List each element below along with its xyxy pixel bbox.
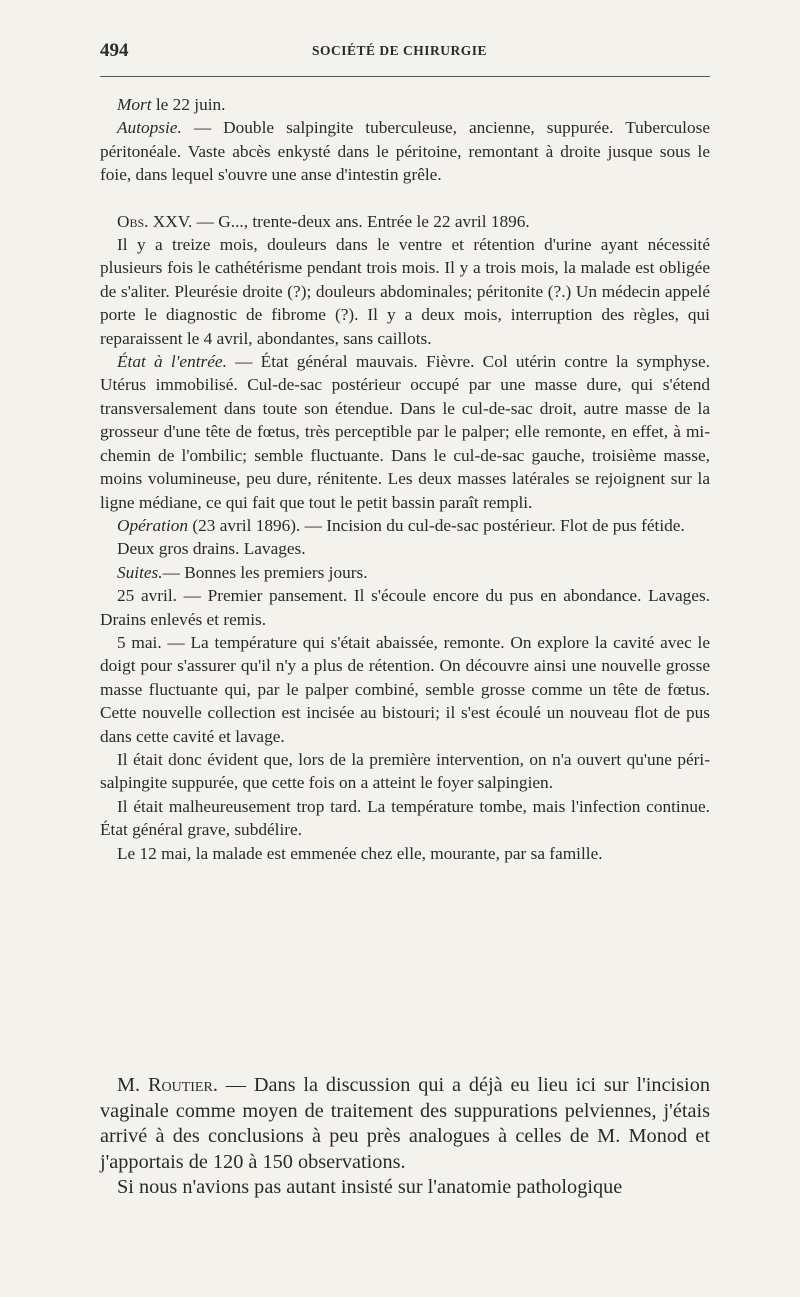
paragraph-text: — État général mauvais. Fièvre. Col utérin contre la symphyse. Utérus immobilisé. Cul-de-sac postérieur occupé par une masse dure, qui s'étend transversalement dans toute son étendue. Dans le cul-de-sac droit, autre masse de la grosseur d'une tête de fœtus, très perceptible par le palper; elle remonte, en effet, à mi-chemin de l'ombilic; semble fluctuante. Dans le cul-de-sac gauche, troisième masse, moins volumineuse, peu dure, rénitente. Les deux masses latérales se rejoignent sur la ligne médiane, ce qui fait que tout le petit bassin paraît rempli. [100, 352, 711, 512]
paragraph-lead: Mort [117, 95, 152, 114]
page-number: 494 [100, 40, 129, 61]
paragraph-text: Il était donc évident que, lors de la première intervention, on n'a ouvert qu'une péri-salpingite suppurée, que cette fois on a atteint le foyer salpingien. [100, 749, 710, 793]
paragraph-text: (23 avril 1896). — Incision du cul-de-sac postérieur. Flot de pus fétide. [188, 515, 685, 535]
paragraph-evident [100, 748, 710, 795]
case-report [100, 93, 710, 865]
paragraph-text: Le 12 mai, la malade est emmenée chez elle, mourante, par sa famille. [117, 843, 603, 863]
paragraph-text: 5 mai. — La température qui s'était abaissée, remonte. On explore la cavité avec le doigt pour s'assurer qu'il n'y a plus de rétention. On découvre ainsi une nouvelle grosse masse fluctuante qui, par le palper combiné, semble grosse comme un tête de fœtus. Cette nouvelle collection est incisée au bistouri; il s'est écoulé un nouveau flot de pus dans cette cavité et lavage. [100, 632, 710, 746]
paragraph-text: Il y a treize mois, douleurs dans le ventre et rétention d'urine ayant nécessité plusieurs fois le cathétérisme pendant trois mois. Il y a trois mois, la malade est obligée de s'aliter. Pleurésie droite (?); douleurs abdominales; péritonite (?.) Un médecin appelé porte le diagnostic de fibrome (?). Il y a deux mois, interruption des règles, qui reparaissent le 4 avril, abondantes, sans caillots. [100, 235, 710, 348]
paragraph-text: Il était malheureusement trop tard. La température tombe, mais l'infection continue. État général grave, subdélire. [100, 796, 710, 840]
paragraph-text: 25 avril. — Premier pansement. Il s'écoule encore du pus en abondance. Lavages. Drains enlevés et remis. [100, 586, 710, 629]
paragraph-too-late [100, 795, 710, 842]
paragraph-april-25 [100, 584, 710, 631]
paragraph-lead: Autopsie. [117, 118, 182, 138]
speaker-prefix: M. [117, 1074, 148, 1096]
paragraph-aftermath [100, 561, 710, 584]
page-header [100, 40, 710, 64]
discussion-paragraph [100, 1073, 710, 1175]
discussion-section [100, 1073, 710, 1201]
header-rule [100, 76, 710, 77]
discussion-paragraph [100, 1175, 710, 1201]
paragraph-history [100, 233, 710, 350]
paragraph-observation-title [100, 210, 710, 233]
paragraph-drains [100, 537, 710, 560]
paragraph-autopsy [100, 116, 710, 186]
paragraph-text: le 22 juin. [151, 95, 226, 114]
paragraph-text: — Bonnes les premiers jours. [162, 562, 368, 582]
running-head: SOCIÉTÉ DE CHIRURGIE [312, 43, 488, 58]
paragraph-lead: État à l'entrée. [117, 352, 227, 372]
speaker-name: Routier [147, 1074, 213, 1096]
observation-label: Obs. XXV. [117, 211, 193, 231]
paragraph-text: Si nous n'avions pas autant insisté sur l'anatomie pathologique [117, 1176, 623, 1198]
paragraph-text: — Double salpingite tuberculeuse, ancienne, suppurée. Tuberculose péritonéale. Vaste abcès enkysté dans le péritoine, remontant à droite jusque sous le foie, dans lequel s'ouvre une anse d'intestin grêle. [100, 118, 710, 185]
paragraph-admission-state [100, 350, 710, 514]
paragraph-text: Deux gros drains. Lavages. [117, 539, 306, 559]
paragraph-text: . — Dans la discussion qui a déjà eu lieu ici sur l'incision vaginale comme moyen de traitement des suppurations pelviennes, j'étais arrivé à des conclusions à peu près analogues à celles de M. Monod et j'apportais de 120 à 150 observations. [100, 1074, 710, 1173]
paragraph-operation [100, 514, 710, 537]
paragraph-may-12 [100, 842, 710, 865]
paragraph-may-5 [100, 631, 710, 748]
paragraph-death [100, 93, 710, 116]
paragraph-lead: Suites. [117, 562, 163, 582]
paragraph-text: — G..., trente-deux ans. Entrée le 22 avril 1896. [192, 211, 530, 231]
paragraph-lead: Opération [117, 515, 189, 535]
